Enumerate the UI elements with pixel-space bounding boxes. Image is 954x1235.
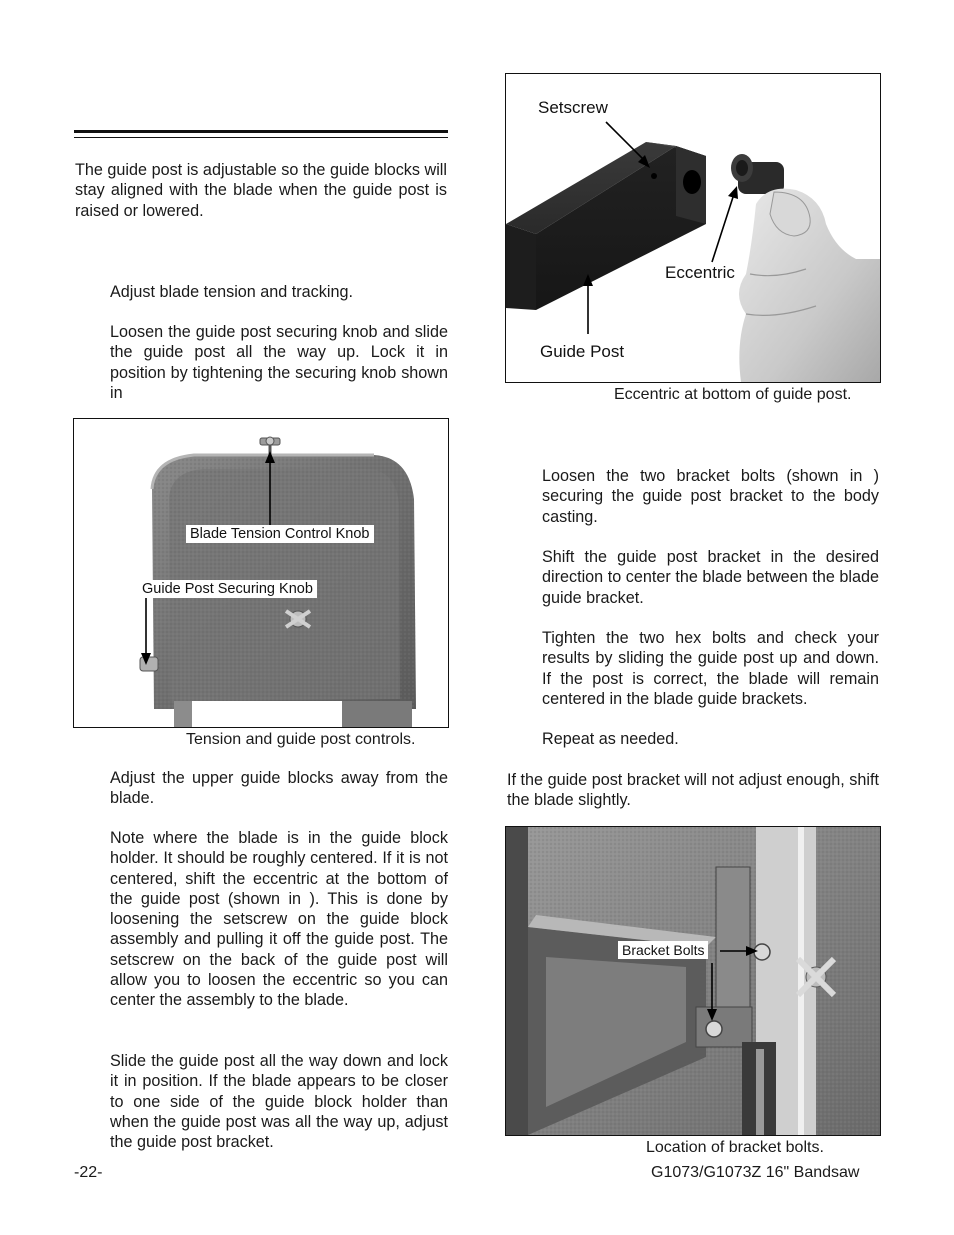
footer-page-number: -22- [74, 1164, 103, 1181]
step-1-text: Adjust blade tension and tracking. [110, 283, 353, 301]
bandsaw-wheel-cover-photo [74, 419, 448, 727]
step-7-text: Shift the guide post bracket in the desired direction to center the blade between the blade guide bracket. [542, 548, 879, 607]
figure-3-caption: Location of bracket bolts. [646, 1139, 824, 1156]
figure-eccentric [505, 73, 881, 383]
intro-paragraph: The guide post is adjustable so the guide blocks will stay aligned with the blade when the guide post is raised or lowered. [75, 161, 447, 220]
figure-bracket-bolts [505, 826, 881, 1136]
section-rule-bottom [74, 137, 448, 138]
label-blade-tension-control-knob: Blade Tension Control Knob [186, 525, 374, 543]
figure-1-caption: Tension and guide post controls. [186, 731, 416, 748]
guide-post-eccentric-photo [506, 74, 880, 382]
label-guide-post-securing-knob: Guide Post Securing Knob [138, 580, 317, 598]
section-rule-top [74, 130, 448, 133]
note-paragraph: If the guide post bracket will not adjust enough, shift the blade slightly. [507, 771, 879, 810]
figure-tension-controls [73, 418, 449, 728]
figure-2-caption: Eccentric at bottom of guide post. [614, 386, 852, 403]
label-bracket-bolts: Bracket Bolts [618, 941, 708, 959]
step-5-text: Slide the guide post all the way down and lock it in position. If the blade appears to be closer to one side of the guide block holder than when the guide post was all the way up, adjust the guide post bracket. [110, 1052, 448, 1152]
step-2-text: Loosen the guide post securing knob and slide the guide post all the way up. Lock it in position by tightening the securing knob shown in [110, 323, 448, 402]
step-8-text: Tighten the two hex bolts and check your results by sliding the guide post up and down. If the post is correct, the blade will remain centered in the blade guide brackets. [542, 629, 879, 708]
step-3-text: Adjust the upper guide blocks away from the blade. [110, 769, 448, 808]
label-eccentric: Eccentric [665, 263, 735, 282]
step-9-text: Repeat as needed. [542, 730, 679, 748]
step-4-text: Note where the blade is in the guide block holder. It should be roughly centered. If it is not centered, shift the eccentric at the bottom of the guide post (shown in ). This is done by loosening the setscrew on the guide block assembly and pulling it off the guide post. The setscrew on the back of the guide post will allow you to loosen the eccentric so you can center the assembly to the blade. [110, 829, 448, 1010]
label-guide-post: Guide Post [540, 342, 625, 361]
footer-model: G1073/G1073Z 16" Bandsaw [651, 1164, 860, 1181]
step-6-text: Loosen the two bracket bolts (shown in ) securing the guide post bracket to the body casting. [542, 467, 879, 526]
bracket-bolts-photo [506, 827, 880, 1135]
label-setscrew: Setscrew [538, 98, 608, 117]
